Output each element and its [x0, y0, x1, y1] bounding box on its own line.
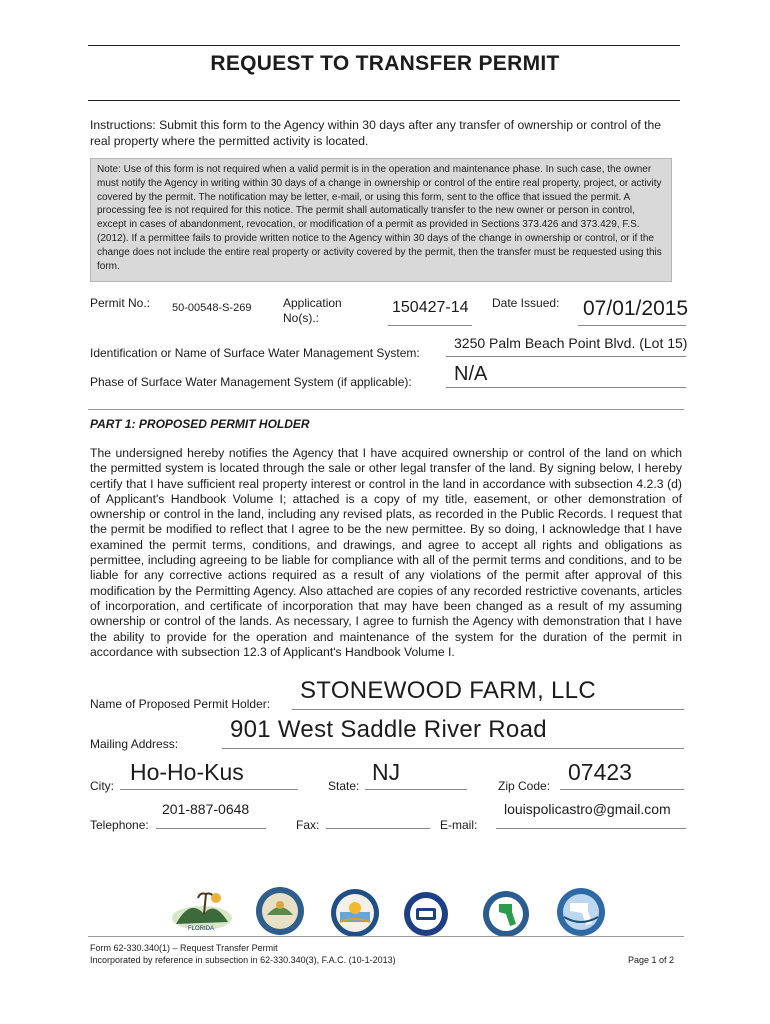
footer-incorporated: Incorporated by reference in subsection in 62-330.340(3), F.A.C. (10-1-2013): [90, 955, 396, 965]
zip-value[interactable]: 07423: [568, 759, 632, 785]
seal-logo-5: [556, 887, 606, 937]
state-value[interactable]: NJ: [372, 759, 401, 785]
part1-top-rule: [88, 409, 684, 410]
seal-logo-3: [403, 891, 449, 937]
phone-label: Telephone:: [90, 818, 149, 832]
part1-heading: PART 1: PROPOSED PERMIT HOLDER: [90, 417, 310, 431]
state-label: State:: [328, 779, 360, 793]
holder-value[interactable]: STONEWOOD FARM, LLC: [300, 677, 596, 704]
email-underline: [496, 828, 686, 829]
email-label: E-mail:: [440, 818, 478, 832]
application-value[interactable]: 150427-14: [392, 299, 469, 316]
city-value[interactable]: Ho-Ho-Kus: [130, 759, 244, 785]
florida-logo: [170, 888, 234, 932]
phase-label: Phase of Surface Water Management System (if applicable):: [90, 375, 412, 389]
footer-form-id: Form 62-330.340(1) – Request Transfer Permit: [90, 943, 278, 953]
zip-label: Zip Code:: [498, 779, 551, 793]
date-underline: [578, 325, 686, 326]
instructions: Instructions: Submit this form to the Agency within 30 days after any transfer of ownership or control of the real property where the permitted activity is located.: [90, 118, 662, 148]
phase-underline: [446, 387, 686, 388]
seal-logo-2: [330, 888, 380, 938]
application-label: [283, 296, 342, 326]
city-label: City:: [90, 779, 114, 793]
email-value[interactable]: louispolicastro@gmail.com: [504, 801, 671, 817]
fax-underline: [326, 828, 430, 829]
date-issued-label: Date Issued:: [492, 296, 560, 310]
application-label-line2: No(s).:: [283, 311, 319, 325]
zip-underline: [560, 789, 684, 790]
seal-logo-1: [255, 885, 305, 937]
permit-no-label: Permit No.:: [90, 296, 151, 310]
date-issued-value[interactable]: 07/01/2015: [583, 297, 689, 320]
title-bottom-rule: [88, 100, 680, 101]
address-underline: [222, 748, 684, 749]
phase-value[interactable]: N/A: [454, 363, 488, 385]
application-label-line1: Application: [283, 296, 342, 310]
state-underline: [365, 789, 467, 790]
address-label: Mailing Address:: [90, 737, 179, 751]
footer-rule: [88, 936, 684, 937]
city-underline: [120, 789, 298, 790]
system-label: Identification or Name of Surface Water Management System:: [90, 346, 420, 360]
phone-value[interactable]: 201-887-0648: [162, 801, 250, 817]
seal-logo-4: [482, 890, 530, 938]
holder-underline: [292, 709, 684, 710]
part1-body: The undersigned hereby notifies the Agency that I have acquired ownership or control of the land on which the permitted system is located through the sale or other legal transfer of the land. By signing below, I hereby certify that I have sufficient real property interest or control in the land in accordance with subsection 4.2.3 (d) of Applicant's Handbook Volume I; attached is a copy of my title, easement, or other demonstration of ownership or control in the land, including any revised plats, as recorded in the Public Records. I request that the permit be modified to reflect that I agree to be the new permittee. By so doing, I acknowledge that I have examined the permit terms, conditions, and drawings, and agree to accept all rights and obligations as permittee, including agreeing to be liable for compliance with all of the permit terms and conditions, and to be liable for any corrective actions required as a result of any violations of the permit after approval of this modification by the Permitting Agency. Also attached are copies of any recorded restrictive covenants, articles of incorporation, and certificate of incorporation that may have been changed as a result of my assuming ownership or control of the lands. As necessary, I agree to furnish the Agency with demonstration that I have the ability to provide for the operation and maintenance of the system for the duration of the permit in accordance with subsection 12.3 of Applicant's Handbook Volume I.: [90, 446, 682, 659]
note-box: Note: Use of this form is not required when a valid permit is in the operation and maintenance phase. In such case, the owner must notify the Agency in writing within 30 days of a change in ownership or control of the entire real property, project, or activity covered by the permit. The notification may be letter, e-mail, or using this form, sent to the office that issued the permit. A processing fee is not required for this notice. The permit shall automatically transfer to the new owner or person in control, except in cases of abandonment, revocation, or modification of a permit as provided in Sections 373.426 and 373.429, F.S. (2012). If a permittee fails to provide written notice to the Agency within 30 days of the change in ownership or control, or if the change does not include the entire real property or activity covered by the permit, then the transfer must be requested using this form.: [90, 158, 672, 282]
system-value[interactable]: 3250 Palm Beach Point Blvd. (Lot 15): [454, 335, 688, 351]
holder-label: Name of Proposed Permit Holder:: [90, 697, 271, 711]
application-underline: [388, 325, 472, 326]
page-title: REQUEST TO TRANSFER PERMIT: [210, 52, 560, 75]
title-top-rule: [88, 45, 680, 46]
permit-no-value[interactable]: 50-00548-S-269: [172, 302, 252, 314]
system-underline: [446, 356, 686, 357]
address-value[interactable]: 901 West Saddle River Road: [230, 716, 547, 743]
fax-label: Fax:: [296, 818, 320, 832]
footer-page-number: Page 1 of 2: [628, 955, 675, 965]
phone-underline: [156, 828, 266, 829]
florida-logo-text: FLORIDA: [188, 926, 215, 932]
